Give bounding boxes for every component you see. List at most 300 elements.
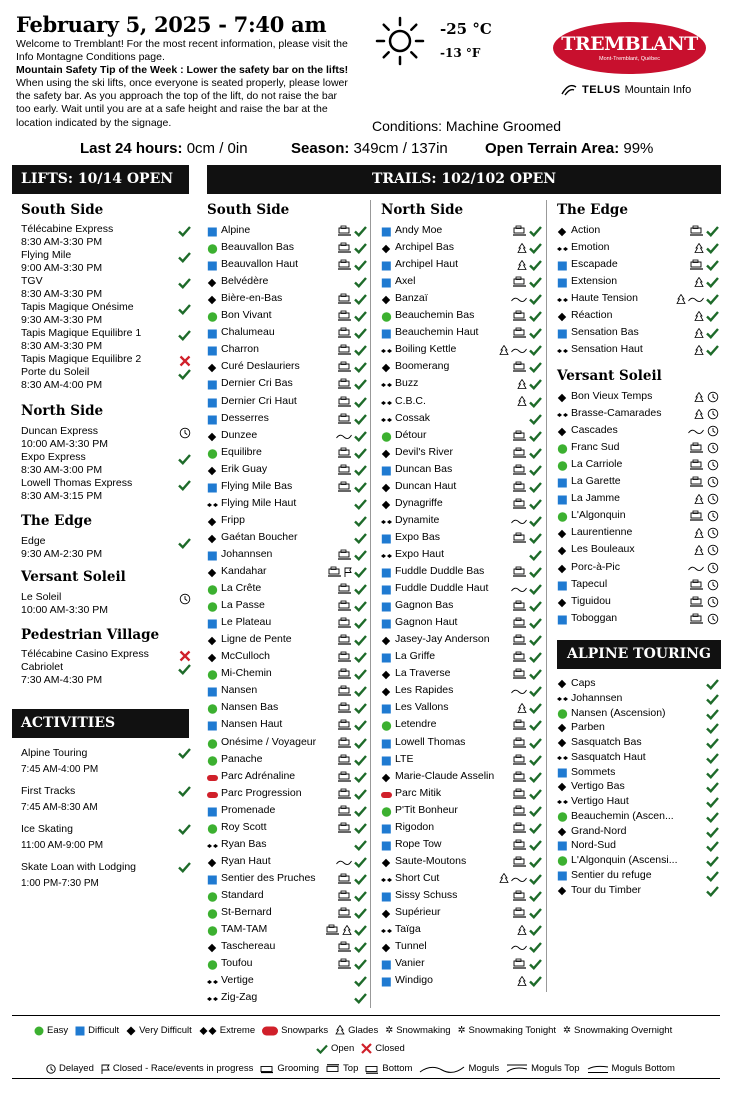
snowflake-icon: ✲	[385, 1025, 394, 1036]
blue-square-icon	[207, 227, 218, 237]
difficulty-marker	[207, 277, 218, 287]
lift-row[interactable]	[21, 353, 191, 366]
trail-row[interactable]	[207, 461, 368, 478]
trail-row[interactable]	[381, 427, 543, 444]
touring-row[interactable]	[557, 735, 720, 750]
trail-row[interactable]	[381, 546, 543, 563]
trail-row[interactable]	[557, 473, 720, 490]
touring-row[interactable]	[557, 676, 720, 691]
trail-row[interactable]	[207, 682, 368, 699]
green-circle-icon	[557, 856, 568, 866]
touring-row[interactable]	[557, 824, 720, 839]
trail-row[interactable]	[557, 324, 720, 341]
difficulty-marker	[207, 635, 218, 645]
trail-row[interactable]	[381, 563, 543, 580]
blue-square-icon	[207, 415, 218, 425]
trail-section-title: South Side	[207, 202, 290, 218]
difficulty-marker	[207, 567, 218, 577]
double-black-diamond-icon	[557, 346, 568, 356]
touring-row[interactable]	[557, 809, 720, 824]
trail-row[interactable]	[381, 836, 543, 853]
trail-row[interactable]	[207, 768, 368, 785]
tremblant-logo[interactable]	[553, 22, 706, 74]
groomer-icon	[338, 771, 352, 783]
touring-row[interactable]	[557, 765, 720, 780]
trail-row[interactable]	[207, 290, 368, 307]
trail-row[interactable]	[207, 665, 368, 682]
trail-row[interactable]	[381, 734, 543, 751]
check-icon	[706, 737, 719, 749]
trail-row[interactable]	[557, 422, 720, 439]
trail-row[interactable]	[381, 580, 543, 597]
difficulty-marker	[207, 226, 218, 236]
trail-conditions	[513, 463, 527, 477]
touring-name: Sentier du refuge	[571, 868, 652, 881]
trail-row[interactable]	[207, 478, 368, 495]
trail-conditions	[338, 787, 352, 801]
trail-row[interactable]	[381, 955, 543, 972]
trail-row[interactable]	[207, 853, 368, 870]
trail-row[interactable]	[207, 546, 368, 563]
glades-icon	[499, 873, 509, 884]
trail-row[interactable]	[207, 716, 368, 733]
check-icon	[706, 225, 719, 237]
trail-row[interactable]	[207, 938, 368, 955]
lift-row[interactable]	[21, 451, 191, 477]
trail-row[interactable]	[381, 478, 543, 495]
difficulty-marker	[557, 886, 568, 896]
trail-conditions	[513, 855, 527, 869]
trail-name: Chalumeau	[221, 326, 275, 339]
trail-name: Kandahar	[221, 565, 267, 577]
blue-square-icon	[207, 721, 218, 731]
trail-row[interactable]	[207, 410, 368, 427]
trail-row[interactable]	[557, 439, 720, 456]
green-circle-icon	[207, 704, 218, 714]
lift-row[interactable]	[21, 223, 191, 249]
blue-square-icon	[557, 615, 568, 625]
check-icon	[529, 754, 542, 766]
double-black-diamond-icon	[557, 410, 568, 420]
trail-row[interactable]	[207, 222, 368, 239]
groomer-icon	[513, 771, 527, 783]
lift-row[interactable]	[21, 425, 191, 451]
trail-row[interactable]	[381, 495, 543, 512]
trail-row[interactable]	[207, 239, 368, 256]
lift-row[interactable]	[21, 648, 191, 661]
trail-row[interactable]	[557, 490, 720, 507]
trail-row[interactable]	[207, 307, 368, 324]
trail-row[interactable]	[381, 768, 543, 785]
trail-name: Rope Tow	[395, 837, 442, 850]
green-circle-icon	[207, 312, 218, 322]
trail-row[interactable]	[381, 341, 543, 358]
trail-status	[529, 548, 542, 562]
difficulty-marker	[381, 345, 392, 355]
groomer-icon	[338, 668, 352, 680]
check-icon	[354, 651, 367, 663]
trail-row[interactable]	[207, 393, 368, 410]
trail-conditions	[511, 292, 527, 306]
trail-row[interactable]	[557, 456, 720, 473]
trail-status	[707, 407, 719, 421]
lift-row[interactable]	[21, 366, 191, 392]
trail-row[interactable]	[207, 921, 368, 938]
trail-status	[354, 821, 367, 835]
trail-status	[354, 463, 367, 477]
difficulty-marker	[207, 584, 218, 594]
touring-row[interactable]	[557, 853, 720, 868]
trail-row[interactable]	[381, 307, 543, 324]
difficulty-marker	[207, 652, 218, 662]
trail-row[interactable]	[207, 819, 368, 836]
trail-name: Archipel Haut	[395, 258, 459, 271]
check-icon	[178, 785, 191, 797]
glades-icon	[342, 925, 352, 936]
trail-row[interactable]	[207, 870, 368, 887]
trail-row[interactable]	[557, 541, 720, 558]
trail-row[interactable]	[557, 341, 720, 358]
trail-row[interactable]	[557, 593, 720, 610]
trail-row[interactable]	[207, 751, 368, 768]
groomer-icon	[338, 259, 352, 271]
trail-name: Fripp	[221, 513, 245, 526]
trail-row[interactable]	[207, 648, 368, 665]
difficulty-marker	[381, 720, 392, 730]
trail-row[interactable]	[381, 393, 543, 410]
groomer-icon	[338, 719, 352, 731]
trail-row[interactable]	[207, 427, 368, 444]
touring-status	[706, 825, 719, 839]
blue-square-icon	[557, 261, 568, 271]
touring-row[interactable]	[557, 779, 720, 794]
trail-row[interactable]	[557, 290, 720, 307]
activity-row[interactable]	[21, 785, 191, 813]
trail-conditions	[690, 458, 704, 472]
trail-row[interactable]	[381, 358, 543, 375]
trail-status	[706, 258, 719, 272]
trail-name: Beauvallon Haut	[221, 258, 299, 271]
trail-row[interactable]	[381, 665, 543, 682]
trail-name: Belvédère	[221, 275, 269, 288]
page-title: February 5, 2025 - 7:40 am	[16, 12, 327, 37]
trail-row[interactable]	[381, 682, 543, 699]
trail-row[interactable]	[557, 559, 720, 576]
blue-square-icon	[381, 977, 392, 987]
trail-status	[354, 446, 367, 460]
trail-name: Mi-Chemin	[221, 667, 272, 680]
groomer-icon	[338, 549, 352, 561]
trail-conditions	[513, 531, 527, 545]
trail-row[interactable]	[381, 887, 543, 904]
groomer-icon	[513, 788, 527, 800]
trail-row[interactable]	[381, 870, 543, 887]
trail-row[interactable]	[207, 989, 368, 1006]
blue-square-icon	[381, 960, 392, 970]
trail-row[interactable]	[381, 324, 543, 341]
legend-very-difficult: Very Difficult	[126, 1025, 192, 1036]
trail-status	[529, 463, 542, 477]
check-icon	[529, 771, 542, 783]
trail-row[interactable]	[381, 614, 543, 631]
legend-moguls: Moguls	[419, 1063, 499, 1074]
difficulty-marker	[557, 614, 568, 624]
trail-name: Sissy Schuss	[395, 888, 458, 901]
trail-row[interactable]	[207, 699, 368, 716]
trail-row[interactable]	[381, 410, 543, 427]
blue-square-icon	[207, 261, 218, 271]
difficulty-marker	[207, 738, 218, 748]
groomer-icon	[513, 958, 527, 970]
trail-row[interactable]	[381, 699, 543, 716]
groomer-icon	[690, 476, 704, 488]
trail-row[interactable]	[381, 529, 543, 546]
difficulty-marker	[207, 260, 218, 270]
trail-row[interactable]	[381, 444, 543, 461]
activity-row[interactable]	[21, 861, 191, 889]
groomer-icon	[513, 822, 527, 834]
touring-row[interactable]	[557, 868, 720, 883]
trail-row[interactable]	[381, 938, 543, 955]
trail-row[interactable]	[381, 819, 543, 836]
trail-row[interactable]	[381, 751, 543, 768]
touring-name: Parben	[571, 721, 605, 734]
groomer-icon	[338, 600, 352, 612]
lift-row[interactable]	[21, 301, 191, 327]
check-icon	[354, 958, 367, 970]
touring-row[interactable]	[557, 794, 720, 809]
check-icon	[706, 885, 719, 897]
blue-square-icon	[381, 704, 392, 714]
trail-row[interactable]	[207, 580, 368, 597]
black-diamond-icon	[557, 679, 568, 689]
trail-row[interactable]	[557, 610, 720, 627]
trail-conditions	[338, 804, 352, 818]
trail-status	[354, 531, 367, 545]
trail-conditions	[338, 957, 352, 971]
trail-conditions	[511, 514, 527, 528]
trail-row[interactable]	[557, 307, 720, 324]
check-icon	[354, 890, 367, 902]
lift-hours: 8:30 AM-3:00 PM	[21, 463, 103, 476]
difficulty-marker	[381, 703, 392, 713]
trail-row[interactable]	[381, 597, 543, 614]
trail-conditions	[513, 480, 527, 494]
touring-row[interactable]	[557, 750, 720, 765]
trail-row[interactable]	[207, 341, 368, 358]
trail-row[interactable]	[207, 597, 368, 614]
trail-row[interactable]	[207, 887, 368, 904]
trail-row[interactable]	[557, 576, 720, 593]
trail-row[interactable]	[557, 239, 720, 256]
trail-row[interactable]	[381, 222, 543, 239]
groomer-icon	[513, 327, 527, 339]
check-icon	[354, 702, 367, 714]
touring-row[interactable]	[557, 691, 720, 706]
difficulty-marker	[207, 720, 218, 730]
check-icon	[354, 668, 367, 680]
trail-name: Lowell Thomas	[395, 735, 466, 748]
trail-row[interactable]	[381, 512, 543, 529]
trail-row[interactable]	[557, 273, 720, 290]
trail-row[interactable]	[557, 524, 720, 541]
difficulty-marker	[207, 823, 218, 833]
groomer-icon	[513, 361, 527, 373]
trail-row[interactable]	[381, 648, 543, 665]
trail-row[interactable]	[381, 256, 543, 273]
glades-icon	[517, 396, 527, 407]
trail-row[interactable]	[207, 955, 368, 972]
trail-row[interactable]	[557, 222, 720, 239]
trail-row[interactable]	[381, 716, 543, 733]
trail-status	[529, 736, 542, 750]
trail-row[interactable]	[207, 444, 368, 461]
trail-row[interactable]	[207, 802, 368, 819]
difficulty-marker	[207, 311, 218, 321]
touring-status	[706, 766, 719, 780]
trail-row[interactable]	[207, 256, 368, 273]
touring-row[interactable]	[557, 883, 720, 898]
difficulty-marker	[557, 827, 568, 837]
lift-row[interactable]	[21, 591, 191, 617]
moguls-icon	[511, 294, 527, 304]
check-icon	[354, 515, 367, 527]
difficulty-marker	[207, 328, 218, 338]
trail-row[interactable]	[207, 631, 368, 648]
safety-tip-body: When using the ski lifts, once everyone is seated properly, please lower the safety bar. As you approach the top of the lift, do not raise the bar too early. Wait until you are at a safe height and raise the bar at the location indicated by the signage.	[16, 77, 348, 129]
trail-conditions	[336, 855, 352, 869]
double-black-diamond-icon	[207, 977, 218, 987]
groomer-icon	[338, 583, 352, 595]
trail-row[interactable]	[207, 529, 368, 546]
trail-conditions	[694, 407, 704, 421]
lift-row[interactable]	[21, 661, 191, 687]
trail-status	[529, 326, 542, 340]
moguls-icon	[511, 942, 527, 952]
touring-row[interactable]	[557, 706, 720, 721]
blue-square-icon	[381, 602, 392, 612]
difficulty-marker	[557, 841, 568, 851]
trail-row[interactable]	[381, 802, 543, 819]
touring-status	[706, 884, 719, 898]
flag-icon	[344, 567, 352, 578]
trail-row[interactable]	[207, 972, 368, 989]
trail-row[interactable]	[381, 785, 543, 802]
trail-row[interactable]	[381, 853, 543, 870]
trail-row[interactable]	[207, 512, 368, 529]
check-icon	[529, 719, 542, 731]
snow-stats-bar	[0, 140, 730, 162]
lift-row[interactable]	[21, 275, 191, 301]
check-icon	[529, 890, 542, 902]
double-black-diamond-icon	[557, 753, 568, 763]
check-icon	[529, 566, 542, 578]
trail-row[interactable]	[207, 358, 368, 375]
trail-name: Equilibre	[221, 445, 262, 458]
trail-row[interactable]	[207, 614, 368, 631]
trail-row[interactable]	[381, 290, 543, 307]
trail-row[interactable]	[207, 273, 368, 290]
trail-status	[354, 258, 367, 272]
black-diamond-icon	[207, 432, 218, 442]
trail-row[interactable]	[207, 734, 368, 751]
trail-row[interactable]	[557, 256, 720, 273]
check-icon	[529, 481, 542, 493]
lift-row[interactable]	[21, 535, 191, 561]
lift-row[interactable]	[21, 477, 191, 503]
legend-row-difficulty	[34, 1025, 679, 1036]
trail-row[interactable]	[381, 239, 543, 256]
trail-row[interactable]	[381, 461, 543, 478]
lift-hours: 8:30 AM-3:15 PM	[21, 489, 103, 502]
trail-row[interactable]	[207, 836, 368, 853]
lift-hours: 10:00 AM-3:30 PM	[21, 603, 108, 616]
activity-row[interactable]	[21, 747, 191, 775]
trail-status	[529, 718, 542, 732]
touring-row[interactable]	[557, 720, 720, 735]
touring-name: Sasquatch Bas	[571, 736, 642, 748]
groomer-icon	[338, 310, 352, 322]
trail-row[interactable]	[381, 921, 543, 938]
activity-hours: 11:00 AM-9:00 PM	[21, 840, 104, 851]
lift-row[interactable]	[21, 327, 191, 353]
trail-row[interactable]	[207, 785, 368, 802]
trail-row[interactable]	[207, 563, 368, 580]
groomer-icon	[260, 1064, 274, 1074]
trail-row[interactable]	[557, 388, 720, 405]
lift-status	[178, 479, 191, 495]
trail-name: Archipel Bas	[395, 241, 454, 254]
black-diamond-icon	[557, 227, 568, 237]
trail-status	[706, 241, 719, 255]
glades-icon	[335, 1025, 345, 1036]
trail-row[interactable]	[381, 375, 543, 392]
trail-row[interactable]	[207, 495, 368, 512]
trail-name: Les Bouleaux	[571, 543, 635, 556]
trail-status	[354, 395, 367, 409]
trail-row[interactable]	[381, 631, 543, 648]
touring-status	[706, 780, 719, 794]
cross-icon	[361, 1043, 372, 1054]
activity-row[interactable]	[21, 823, 191, 851]
trail-name: Vanier	[395, 957, 425, 970]
trail-name: Fuddle Duddle Haut	[395, 582, 489, 595]
trail-status	[354, 736, 367, 750]
trail-row[interactable]	[381, 273, 543, 290]
trail-row[interactable]	[207, 904, 368, 921]
trail-row[interactable]	[381, 904, 543, 921]
trail-status	[529, 446, 542, 460]
touring-row[interactable]	[557, 838, 720, 853]
trail-row[interactable]	[557, 405, 720, 422]
trail-row[interactable]	[381, 972, 543, 989]
lift-row[interactable]	[21, 249, 191, 275]
trail-name: Flying Mile Bas	[221, 479, 293, 492]
clock-icon	[179, 593, 191, 605]
trail-row[interactable]	[557, 507, 720, 524]
trail-name: Alpine	[221, 224, 251, 236]
trail-row[interactable]	[207, 324, 368, 341]
lift-status	[179, 593, 191, 609]
trail-conditions	[338, 343, 352, 357]
trail-name: Dunzee	[221, 428, 258, 441]
green-circle-icon	[207, 739, 218, 749]
groomer-icon	[513, 719, 527, 731]
trail-row[interactable]	[207, 375, 368, 392]
trail-name: Buzz	[395, 377, 419, 390]
trail-conditions	[336, 429, 352, 443]
trail-name: Franc Sud	[571, 441, 620, 454]
